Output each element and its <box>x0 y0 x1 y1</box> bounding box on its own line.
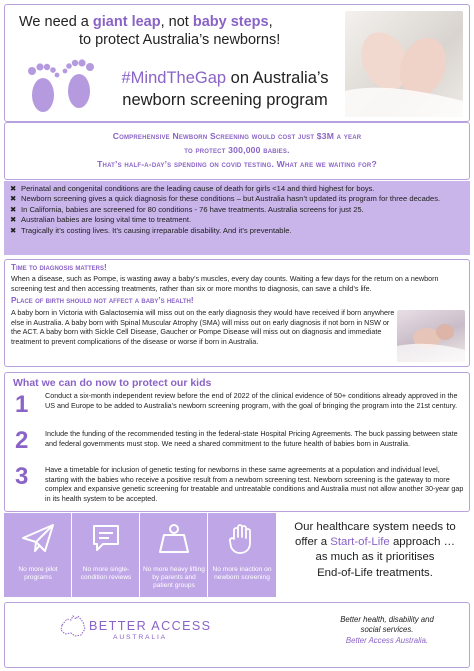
facts-list <box>4 181 470 255</box>
headline-text: We need a <box>19 14 93 30</box>
diagnosis-section <box>4 259 470 367</box>
tagline-line: Better Access Australia. <box>345 635 429 645</box>
logo-subtitle: AUSTRALIA <box>113 634 167 641</box>
section-heading: What we can do now to protect our kids <box>13 377 212 389</box>
cost-banner <box>4 122 470 180</box>
fact-text: In California, babies are screened for 80 conditions - 76 have treatments. Australia screens for just 25. <box>21 204 364 214</box>
headline-line2: to protect Australia’s newborns! <box>79 32 281 48</box>
fact-text: Tragically it’s costing lives. It’s causing irreparable disability. And it’s preventable. <box>21 225 292 235</box>
statement-line: Our healthcare system needs to <box>294 521 456 533</box>
statement-text: offer a <box>295 536 331 549</box>
section-heading: Place of birth should not affect a baby’s health! <box>11 296 194 305</box>
icon-tile <box>208 513 276 597</box>
speech-bubble-icon <box>89 521 123 555</box>
headline-line1 <box>19 14 273 30</box>
footer-tagline <box>315 615 459 646</box>
icon-label: No more single-condition reviews <box>80 566 132 581</box>
stop-hand-icon <box>225 521 259 555</box>
statement-line: as much as it prioritises <box>315 551 435 564</box>
list-item <box>10 194 464 204</box>
list-item <box>10 226 464 236</box>
statement-line: End-of-Life treatments. <box>317 566 433 579</box>
cost-line: That’s half-a-day’s spending on covid testing. What are we waiting for? <box>97 159 377 169</box>
baby-feet-photo <box>345 11 463 117</box>
fact-text: Australian babies are losing vital time to treatment. <box>21 215 192 225</box>
no-more-icons-band <box>4 513 276 597</box>
baby-feet-icon <box>19 45 105 117</box>
headline-text: , <box>268 14 273 30</box>
fact-text: Perinatal and congenital conditions are the leading cause of death for girls <14 and third highest for boys. <box>21 184 375 193</box>
logo-name: BETTER ACCESS <box>89 619 212 633</box>
icon-label: No more heavy lifting by parents and patient groups <box>143 566 205 589</box>
icon-label: No more pilot programs <box>18 566 58 581</box>
start-of-life-statement <box>282 520 468 581</box>
cost-line: Comprehensive Newborn Screening would cost just $3M a year <box>112 131 362 141</box>
program-title <box>105 67 345 111</box>
title-text: newborn screening program <box>122 91 328 109</box>
step-text: Have a timetable for inclusion of genetic testing for newborns in these same agreements at a population and individual level, starting with the babies who receive a positive result from a newborn screening test. Newborn screening is the gateway to more complex and expansive genetic screening for treatable and untreatable conditions and Australia must not allow another 30-year gap in its health system to be accepted. <box>45 465 464 503</box>
step-text: Include the funding of the recommended testing in the federal-state Hospital Pricing Agreements. The buck passing between state and federal governments must stop. We need a shared commitment to the future health of babies born in Australia. <box>45 429 458 448</box>
icon-tile <box>4 513 72 597</box>
newborn-photo <box>397 310 465 362</box>
mindthegap-hashtag: #MindTheGap <box>121 69 227 87</box>
icon-tile <box>140 513 208 597</box>
list-item <box>10 205 464 215</box>
fact-text: Newborn screening gives a quick diagnosis for these conditions – but Australia hasn’t updated its program for three decades. <box>21 194 441 204</box>
footer-panel <box>4 602 470 668</box>
section-paragraph: A baby born in Victoria with Galactosemia will miss out on the early diagnosis they would have received if born anywhere else in Australia. A baby born with Spinal Muscular Atrophy (SMA) will miss out on early diagnosis if not born in NSW or the ACT. A baby born with Sickle Cell Disease, Gaucher or Pompe Disease will miss out on diagnosis and immediate treatment to prevent complications of the disease or worse if born in Australia. <box>11 308 395 346</box>
section-paragraph: When a disease, such as Pompe, is wasting away a baby’s muscles, every day counts. Waiting a few days for the return on a newborn screening test and then accessing treatments, rather than six or more months to diagnosis, can save a child’s life. <box>11 274 439 293</box>
step-number: 3 <box>15 463 29 490</box>
cross-bullet-icon: ✖ <box>10 215 17 225</box>
icon-label: No more inaction on newborn screening <box>212 566 272 581</box>
tagline-line: social services. <box>360 625 414 635</box>
step-number: 2 <box>15 427 29 454</box>
giant-leap-text: giant leap <box>92 14 161 30</box>
header-panel <box>4 4 470 122</box>
title-text: on Australia’s <box>226 69 329 87</box>
list-item <box>10 184 464 194</box>
tagline-line: Better health, disability and <box>340 615 434 624</box>
cost-line: to protect 300,000 babies. <box>184 145 290 155</box>
statement-text: approach … <box>389 536 455 549</box>
start-of-life-highlight: Start-of-Life <box>330 536 390 549</box>
statement-line <box>282 535 468 550</box>
baby-steps-text: baby steps <box>192 14 269 30</box>
paper-plane-icon <box>21 521 55 555</box>
actions-section <box>4 372 470 512</box>
headline-text: , not <box>160 14 193 30</box>
icon-tile <box>72 513 140 597</box>
section-heading: Time to diagnosis matters! <box>11 263 107 272</box>
list-item <box>10 215 464 225</box>
cross-bullet-icon: ✖ <box>10 194 17 204</box>
step-text: Conduct a six-month independent review before the end of 2022 of the clinical evidence of 50+ conditions already approved in the US and Europe to be added to Australia’s newborn screening program, with the goal of bringing the program into the 21st century. <box>45 391 458 410</box>
weight-icon <box>157 521 191 555</box>
australia-map-logo-icon <box>59 613 87 639</box>
step-number: 1 <box>15 391 29 418</box>
cross-bullet-icon: ✖ <box>10 184 17 193</box>
cross-bullet-icon: ✖ <box>10 204 17 214</box>
cross-bullet-icon: ✖ <box>10 225 17 235</box>
